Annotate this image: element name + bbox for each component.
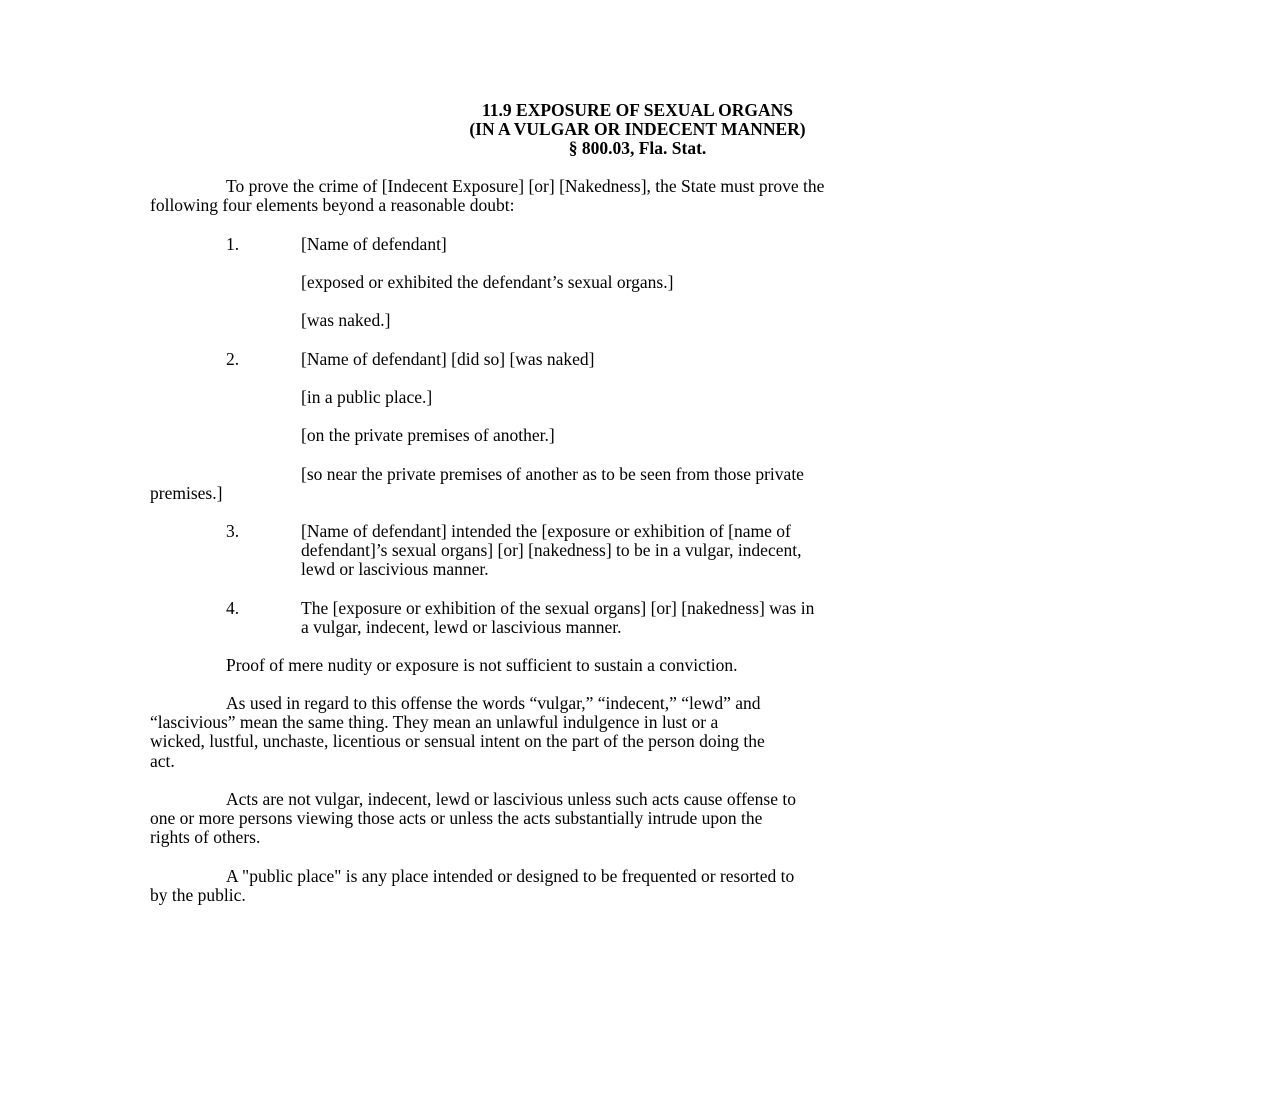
document-title	[150, 101, 1125, 159]
element-line: a vulgar, indecent, lewd or lascivious manner.	[301, 617, 622, 638]
element-text: [Name of defendant] [did so] [was naked]	[301, 349, 595, 369]
element-4	[150, 599, 1085, 639]
proof-paragraph	[150, 656, 1085, 675]
element-2-option-3	[150, 465, 1085, 505]
definition-line-3: wicked, lustful, unchaste, licentious or sensual intent on the part of the person doing the	[150, 731, 765, 752]
title-line-1: 11.9 EXPOSURE OF SEXUAL ORGANS	[481, 100, 793, 120]
element-line: [Name of defendant] intended the [exposure or exhibition of [name of	[301, 521, 791, 541]
definition-paragraph	[150, 694, 1085, 771]
offense-paragraph	[150, 790, 1085, 848]
option-text: [in a public place.]	[301, 387, 433, 407]
option-text-line-2: premises.]	[150, 483, 223, 504]
proof-line: Proof of mere nudity or exposure is not sufficient to sustain a conviction.	[226, 655, 738, 675]
element-2-option-2	[150, 426, 1085, 446]
element-text: [Name of defendant]	[301, 234, 447, 254]
element-1-option-1	[150, 273, 1085, 293]
definition-line-2: “lascivious” mean the same thing. They mean an unlawful indulgence in lust or a	[150, 712, 719, 733]
option-text: [was naked.]	[301, 310, 391, 330]
option-text: [exposed or exhibited the defendant’s sexual organs.]	[301, 272, 674, 292]
element-number: 1.	[226, 234, 240, 254]
element-1	[150, 235, 1085, 255]
public-place-line-1: A "public place" is any place intended or designed to be frequented or resorted to	[226, 866, 795, 886]
offense-line-3: rights of others.	[150, 827, 261, 848]
element-number: 4.	[226, 598, 240, 618]
element-2	[150, 350, 1085, 370]
public-place-line-2: by the public.	[150, 885, 246, 906]
element-2-option-1	[150, 388, 1085, 408]
element-number: 2.	[226, 349, 240, 369]
element-number: 3.	[226, 521, 240, 541]
element-line: lewd or lascivious manner.	[301, 559, 489, 580]
intro-paragraph	[150, 177, 1085, 215]
element-text	[301, 599, 1061, 637]
intro-line-2: following four elements beyond a reasonable doubt:	[150, 195, 515, 216]
definition-line-4: act.	[150, 750, 175, 771]
element-1-option-2	[150, 311, 1085, 331]
element-line: defendant]’s sexual organs] [or] [nakedness] to be in a vulgar, indecent,	[301, 540, 802, 561]
public-place-paragraph	[150, 867, 1085, 905]
element-line: The [exposure or exhibition of the sexual organs] [or] [nakedness] was in	[301, 598, 815, 618]
element-text	[301, 522, 1061, 580]
option-text: [on the private premises of another.]	[301, 425, 555, 445]
title-line-2: (IN A VULGAR OR INDECENT MANNER)	[469, 119, 806, 140]
document-page	[150, 0, 1085, 1100]
option-text-line-1: [so near the private premises of another as to be seen from those private	[301, 464, 804, 484]
offense-line-1: Acts are not vulgar, indecent, lewd or lascivious unless such acts cause offense to	[226, 789, 796, 809]
intro-line-1: To prove the crime of [Indecent Exposure] [or] [Nakedness], the State must prove the	[226, 176, 825, 196]
element-3	[150, 522, 1085, 582]
offense-line-2: one or more persons viewing those acts or unless the acts substantially intrude upon the	[150, 808, 763, 829]
title-line-3: § 800.03, Fla. Stat.	[568, 138, 707, 159]
definition-line-1: As used in regard to this offense the words “vulgar,” “indecent,” “lewd” and	[226, 693, 761, 713]
